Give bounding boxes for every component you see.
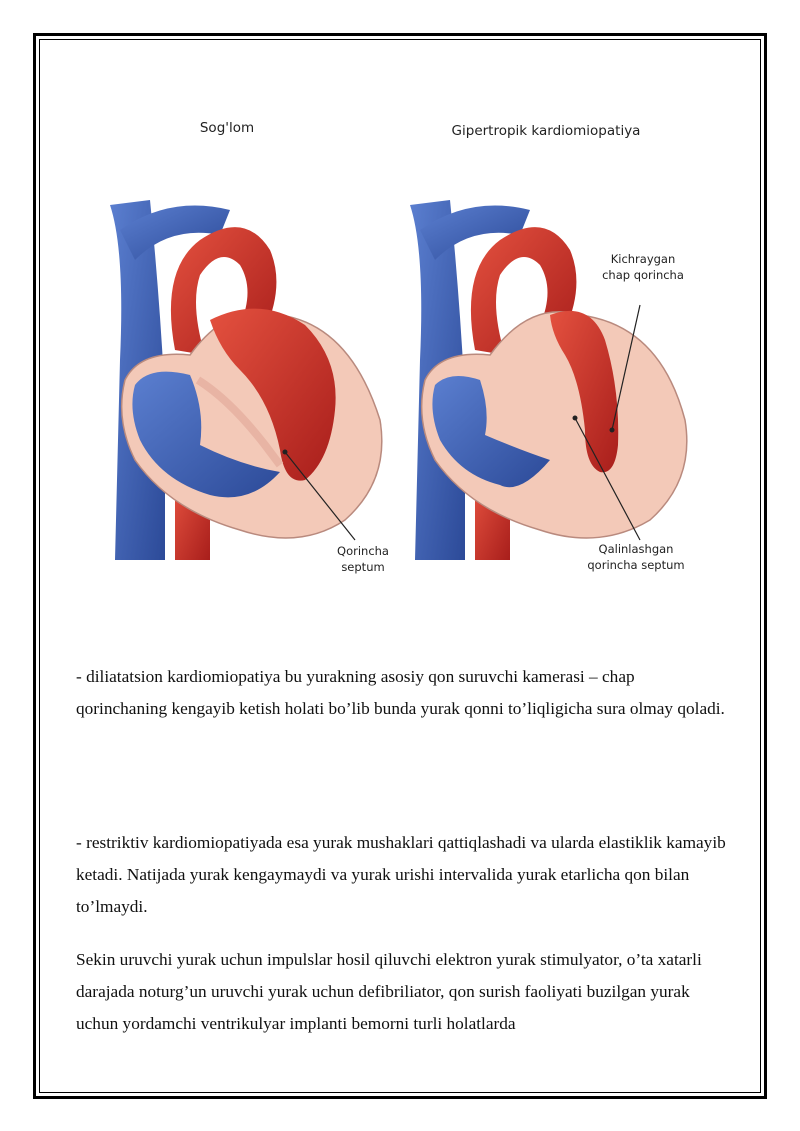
thick-septum-label-line2: qorincha septum	[587, 558, 685, 572]
small-ventricle-label-line1: Kichraygan	[610, 252, 676, 266]
healthy-title: Sog'lom	[199, 120, 255, 136]
paragraph-devices: Sekin uruvchi yurak uchun impulslar hosil qiluvchi elektron yurak stimulyator, o’ta xatarli darajada noturg’un uruvchi yurak uchun defibriliator, qon surish faoliyati buzilgan yurak uchun yordamchi ventrikulyar implanti bemorni turli holatlarda	[76, 950, 702, 1033]
hypertrophic-title: Gipertropik kardiomiopatiya	[451, 123, 641, 139]
heart-illustration	[80, 100, 720, 590]
paragraph-restrictive-cardiomyopathy: - restriktiv kardiomiopatiyada esa yurak mushaklari qattiqlashadi va ularda elastiklik kamayib ketadi. Natijada yurak kengaymaydi va yurak urishi intervalida yurak etarlicha qon bilan to’lmaydi.	[76, 833, 726, 916]
heart-comparison-figure	[80, 100, 720, 590]
healthy-heart	[110, 200, 382, 560]
septum-label-line1: Qorincha	[337, 544, 389, 558]
thick-septum-label-line1: Qalinlashgan	[598, 542, 674, 556]
septum-label-line2: septum	[341, 560, 385, 574]
small-ventricle-label-line2: chap qorincha	[602, 268, 684, 282]
paragraph-dilated-cardiomyopathy: - diliatatsion kardiomiopatiya bu yurakning asosiy qon suruvchi kamerasi – chap qorinchaning kengayib ketish holati bo’lib bunda yurak qonni to’liqligicha sura olmay qoladi.	[76, 667, 725, 718]
